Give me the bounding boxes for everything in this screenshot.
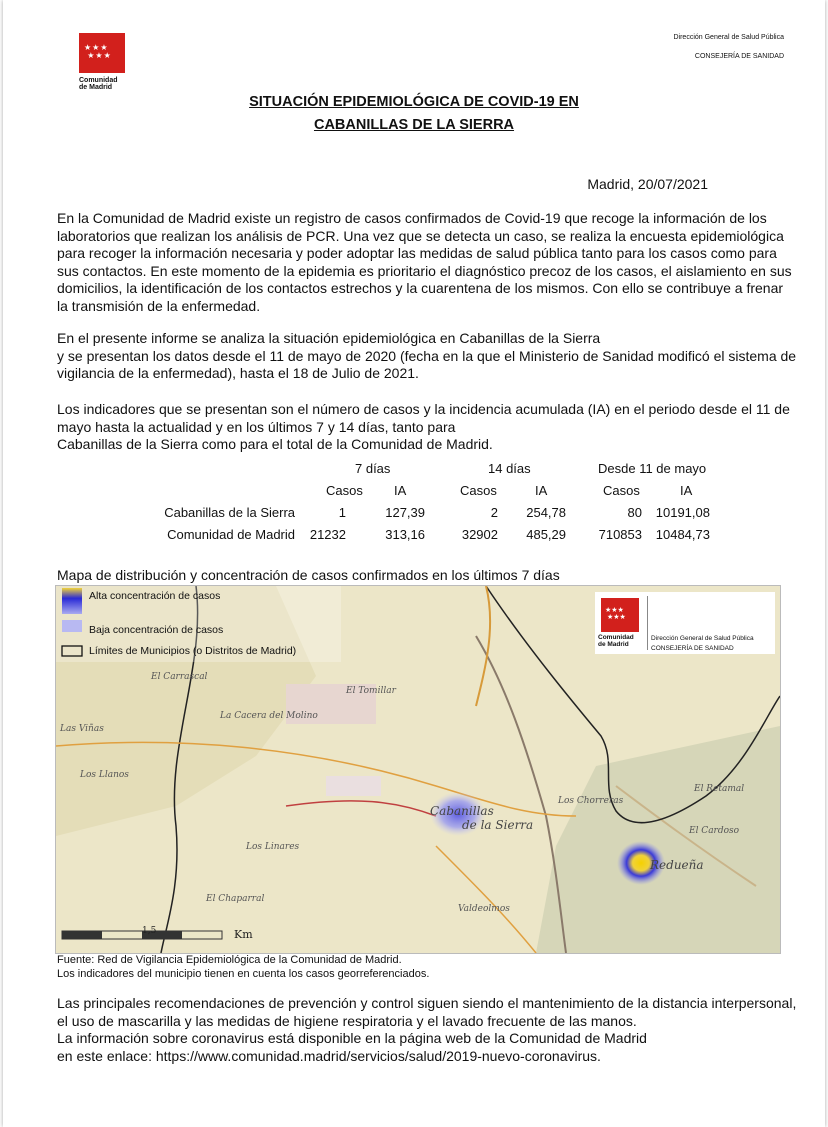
logo-text-2: de Madrid — [79, 84, 113, 91]
footnote-geo: Los indicadores del municipio tienen en cuenta los casos georreferenciados. — [57, 968, 430, 980]
inset-logo-text-1: Comunidad — [598, 634, 634, 641]
map-label-linares: Los Linares — [246, 842, 300, 852]
inset-consejeria: CONSEJERÍA DE SANIDAD — [651, 645, 734, 652]
period-header-7: 7 días — [355, 461, 391, 476]
table-cell: 80 — [627, 505, 642, 520]
legend-low: Baja concentración de casos — [89, 624, 224, 636]
map-label-molino: La Cacera del Molino — [220, 711, 318, 721]
inset-directorate: Dirección General de Salud Pública — [651, 635, 754, 642]
map-label-retamar: El Retamal — [694, 784, 745, 794]
map-label-llanos: Los Llanos — [80, 770, 129, 780]
map-label-reduena: Redueña — [650, 858, 704, 872]
recommendations-line-2: La información sobre coronavirus está disponible en la página web de la Comunidad de Madrid — [57, 1030, 647, 1046]
intro-paragraph: En la Comunidad de Madrid existe un registro de casos confirmados de Covid-19 que recoge la información de los laboratorios que realizan los análisis de PCR. Una vez que se detecta un caso, se realiza la encuesta epidemiológica para recoger la información necesaria y poder adoptar las medidas de salud pública tanto para los casos como para sus contactos. En este momento de la epidemia es prioritario el diagnóstico precoz de los casos, el aislamiento en sus domicilios, la identificación de los contactos estrechos y la cuarentena de los mismos. Con ello se contribuye a frenar la transmisión de la enfermedad. — [57, 210, 792, 314]
map-label-cabanillas: Cabanillas — [430, 804, 494, 818]
map-label-cabanillas-2: de la Sierra — [462, 818, 534, 832]
table-cell: 127,39 — [385, 505, 425, 520]
map-label-chorreras: Los Chorreras — [558, 796, 624, 806]
map-title: Mapa de distribución y concentración de casos confirmados en los últimos 7 días — [57, 567, 560, 583]
map-label-vinas: Las Viñas — [60, 724, 104, 734]
period-header-14: 14 días — [488, 461, 531, 476]
table-cell: 254,78 — [526, 505, 566, 520]
table-cell: 2 — [490, 505, 498, 520]
madrid-flag-icon: ★★★ ★★★ — [601, 598, 639, 632]
recommendations-paragraph — [57, 995, 797, 1065]
report-date: Madrid, 20/07/2021 — [587, 176, 708, 192]
subheader-casos-14: Casos — [460, 483, 497, 498]
map-label-cardoso: El Cardoso — [689, 826, 740, 836]
indicators-table — [0, 0, 828, 560]
title-line-1: SITUACIÓN EPIDEMIOLÓGICA DE COVID-19 EN — [249, 94, 579, 110]
scale-unit: Km — [234, 928, 253, 941]
subheader-ia-since: IA — [680, 483, 693, 498]
recommendations-link[interactable]: en este enlace: https://www.comunidad.madrid/servicios/salud/2019-nuevo-coronavirus. — [57, 1047, 601, 1064]
map-label-chaparral: El Chaparral — [206, 894, 265, 904]
title-line-2: CABANILLAS DE LA SIERRA — [313, 117, 515, 133]
map-label-tomillar: El Tomillar — [346, 686, 396, 696]
madrid-flag-icon: ★★★ ★★★ — [79, 33, 125, 73]
recommendations-line-1: Las principales recomendaciones de prevención y control siguen siendo el mantenimiento de la distancia interpersonal, el uso de mascarilla y las medidas de higiene respiratoria y el lavado frecuente de las manos. — [57, 995, 797, 1029]
table-cell: 313,16 — [385, 527, 425, 542]
row-label-cabanillas: Cabanillas de la Sierra — [164, 505, 295, 520]
row-label-madrid: Comunidad de Madrid — [167, 527, 295, 542]
subheader-casos-since: Casos — [603, 483, 640, 498]
header-directorate: Dirección General de Salud Pública — [673, 34, 784, 41]
table-cell: 485,29 — [526, 527, 566, 542]
legend-boundaries: Límites de Municipios (o Distritos de Madrid) — [89, 645, 297, 657]
subheader-ia-7: IA — [394, 483, 407, 498]
subheader-ia-14: IA — [535, 483, 548, 498]
scope-line-1: En el presente informe se analiza la situación epidemiológica en Cabanillas de la Sierra — [57, 330, 601, 346]
inset-logo-text-2: de Madrid — [598, 641, 629, 648]
scale-value: 1,5 — [142, 926, 157, 936]
table-cell: 10484,73 — [655, 527, 710, 542]
table-cell: 1 — [338, 505, 346, 520]
logo-text-1: Comunidad — [79, 77, 118, 84]
indicators-line-1: Los indicadores que se presentan son el número de casos y la incidencia acumulada (IA) en el periodo desde el 11 de mayo hasta la actualidad y en los últimos 7 y 14 días, tanto para — [57, 401, 790, 435]
footnote-source: Fuente: Red de Vigilancia Epidemiológica de la Comunidad de Madrid. — [57, 954, 402, 966]
table-cell: 32902 — [461, 527, 498, 542]
distribution-map — [55, 585, 781, 954]
subheader-casos-7: Casos — [326, 483, 363, 498]
table-cell: 21232 — [309, 527, 346, 542]
header-consejeria: CONSEJERÍA DE SANIDAD — [694, 53, 784, 60]
indicators-line-2: Cabanillas de la Sierra como para el total de la Comunidad de Madrid. — [57, 436, 493, 452]
map-label-valdeolmos: Valdeolmos — [458, 904, 510, 914]
map-label-carrascal: El Carrascal — [151, 672, 208, 682]
map-inset-logo — [595, 592, 775, 654]
scope-line-2: y se presentan los datos desde el 11 de mayo de 2020 (fecha en la que el Ministerio de Sanidad modificó el sistema de vigilancia de la enfermedad), hasta el 18 de Julio de 2021. — [57, 347, 797, 381]
table-cell: 710853 — [598, 527, 642, 542]
legend-high: Alta concentración de casos — [89, 590, 221, 602]
table-cell: 10191,08 — [655, 505, 710, 520]
period-header-since: Desde 11 de mayo — [598, 461, 707, 476]
